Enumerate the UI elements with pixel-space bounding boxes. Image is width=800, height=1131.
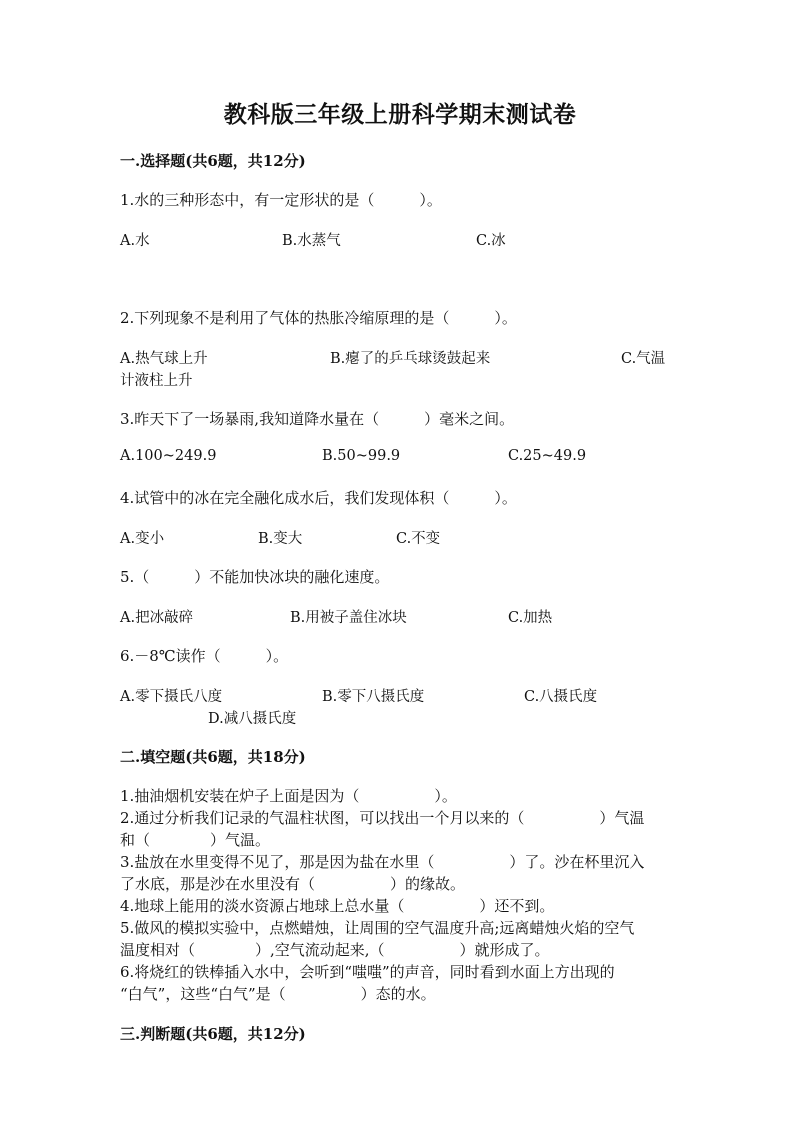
question-stem: 2.下列现象不是利用了气体的热胀冷缩原理的是（ ）。 bbox=[120, 309, 517, 327]
option-a: A.100~249.9 bbox=[120, 448, 217, 464]
fill-line: 和（ ）气温。 bbox=[120, 831, 271, 849]
question-stem: 1.水的三种形态中，有一定形状的是（ ）。 bbox=[120, 191, 442, 209]
option-c-continued: 计液柱上升 bbox=[120, 373, 193, 389]
option-b: B.瘪了的乒乓球烫鼓起来 bbox=[330, 351, 491, 367]
option-b: B.用被子盖住冰块 bbox=[290, 610, 407, 626]
option-b: B.零下八摄氏度 bbox=[322, 689, 425, 705]
section-heading-choice: 一.选择题(共6题，共12分) bbox=[120, 152, 306, 170]
option-b: B.50~99.9 bbox=[322, 448, 401, 464]
fill-line: 了水底，那是沙在水里没有（ ）的缘故。 bbox=[120, 875, 466, 893]
question-stem: 3.昨天下了一场暴雨,我知道降水量在（ ）毫米之间。 bbox=[120, 410, 515, 428]
fill-line: 5.做风的模拟实验中，点燃蜡烛，让周围的空气温度升高;远离蜡烛火焰的空气 bbox=[120, 919, 635, 937]
question-stem: 4.试管中的冰在完全融化成水后，我们发现体积（ ）。 bbox=[120, 489, 517, 507]
fill-line: 3.盐放在水里变得不见了，那是因为盐在水里（ ）了。沙在杯里沉入 bbox=[120, 853, 645, 871]
option-d: D.减八摄氏度 bbox=[208, 711, 297, 727]
option-b: B.变大 bbox=[258, 531, 303, 547]
option-a: A.热气球上升 bbox=[120, 351, 208, 367]
section-heading-fill: 二.填空题(共6题，共18分) bbox=[120, 748, 306, 766]
option-a: A.零下摄氏八度 bbox=[120, 689, 223, 705]
option-c: C.不变 bbox=[396, 531, 441, 547]
option-c: C.气温 bbox=[621, 351, 666, 367]
question-stem: 5.（ ）不能加快冰块的融化速度。 bbox=[120, 568, 390, 586]
option-c: C.加热 bbox=[508, 610, 553, 626]
fill-line: 温度相对（ ）,空气流动起来,（ ）就形成了。 bbox=[120, 941, 550, 959]
option-b: B.水蒸气 bbox=[282, 233, 341, 249]
fill-line: 4.地球上能用的淡水资源占地球上总水量（ ）还不到。 bbox=[120, 897, 555, 915]
option-a: A.把冰敲碎 bbox=[120, 610, 194, 626]
option-c: C.八摄氏度 bbox=[524, 689, 598, 705]
fill-line: 6.将烧红的铁棒插入水中，会听到“嗤嗤”的声音，同时看到水面上方出现的 bbox=[120, 963, 615, 981]
fill-line: 1.抽油烟机安装在炉子上面是因为（ ）。 bbox=[120, 787, 457, 805]
option-c: C.25~49.9 bbox=[508, 448, 587, 464]
option-a: A.水 bbox=[120, 233, 150, 249]
question-stem: 6.－8℃读作（ ）。 bbox=[120, 647, 289, 665]
section-heading-judge: 三.判断题(共6题，共12分) bbox=[120, 1025, 306, 1043]
option-c: C.冰 bbox=[476, 233, 506, 249]
option-a: A.变小 bbox=[120, 531, 165, 547]
page-title: 教科版三年级上册科学期末测试卷 bbox=[223, 101, 577, 128]
fill-line: “白气”，这些“白气”是（ ）态的水。 bbox=[120, 985, 436, 1003]
fill-line: 2.通过分析我们记录的气温柱状图，可以找出一个月以来的（ ）气温 bbox=[120, 809, 645, 827]
